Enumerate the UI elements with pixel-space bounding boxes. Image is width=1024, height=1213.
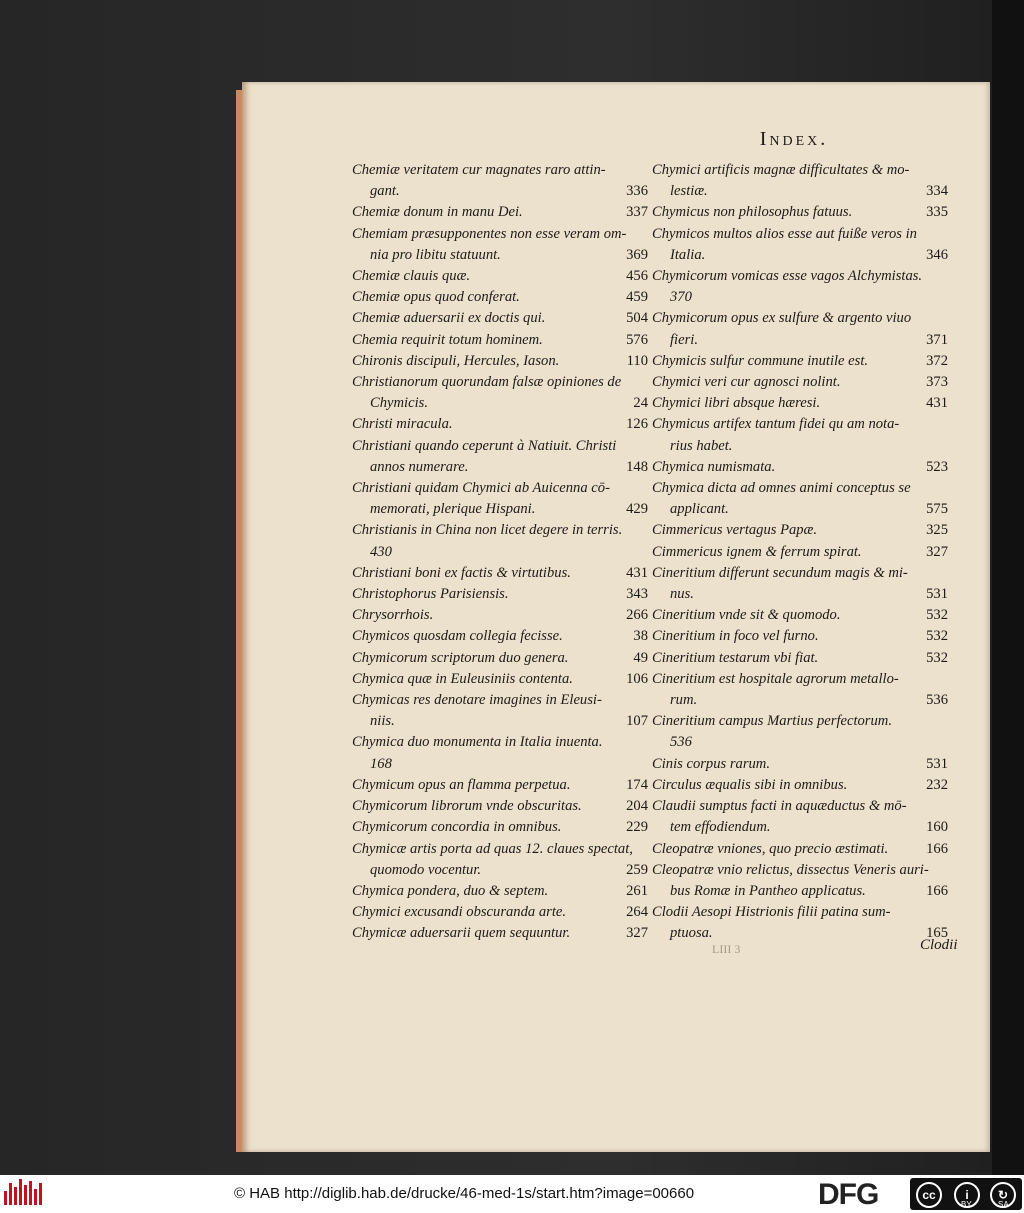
continuation-text: quomodo vocentur. xyxy=(370,861,482,878)
page-number: 504 xyxy=(626,310,648,327)
book-page xyxy=(242,82,990,1152)
continuation-text: annos numerare. xyxy=(370,458,469,475)
index-entry xyxy=(352,202,648,223)
page-number: 429 xyxy=(626,501,648,518)
index-entry xyxy=(652,202,948,223)
index-entry xyxy=(652,266,948,308)
index-entry xyxy=(352,478,648,520)
page-number: 431 xyxy=(926,395,948,412)
index-entry-text: Chymicorum librorum vnde obscuritas. xyxy=(352,798,582,815)
index-entry-text: Chymicorum vomicas esse vagos Alchymistas. xyxy=(652,268,923,285)
page-number: 110 xyxy=(626,352,648,369)
index-entry-continuation xyxy=(352,393,648,414)
index-entry-text: Cimmericus vertagus Papæ. xyxy=(652,522,817,539)
page-number: 369 xyxy=(626,246,648,263)
index-entry-text: Chymica duo monumenta in Italia inuenta. xyxy=(352,734,603,751)
index-entry-text: Cinis corpus rarum. xyxy=(652,755,770,772)
catchword: Clodii xyxy=(920,937,958,953)
continuation-text: Chymicis. xyxy=(370,395,428,412)
page-number: 576 xyxy=(626,331,648,348)
page-number: 232 xyxy=(926,776,948,793)
index-entry-continuation xyxy=(652,245,948,266)
index-entry xyxy=(352,881,648,902)
index-entry-text: Chymicæ artis porta ad quas 12. claues spectat, xyxy=(352,840,633,857)
index-entry-continuation xyxy=(652,584,948,605)
index-entry-continuation xyxy=(352,754,648,775)
page-number: 325 xyxy=(926,522,948,539)
page-number: 204 xyxy=(626,798,648,815)
index-entry-text: Chymicas res denotare imagines in Eleusi- xyxy=(352,692,602,709)
page-number: 107 xyxy=(626,713,648,730)
index-entry xyxy=(352,648,648,669)
index-entry-text: Chymicorum opus ex sulfure & argento viuo xyxy=(652,310,912,327)
index-entry-text: Chemiæ aduersarii ex doctis qui. xyxy=(352,310,546,327)
page-number: 264 xyxy=(626,904,648,921)
index-entry-text: Christiani boni ex factis & virtutibus. xyxy=(352,564,571,581)
index-entry xyxy=(652,775,948,796)
index-entry xyxy=(352,372,648,414)
index-entry xyxy=(352,224,648,266)
page-number: 532 xyxy=(926,628,948,645)
index-entry-text: Chymici excusandi obscuranda arte. xyxy=(352,904,567,921)
page-number: 336 xyxy=(626,183,648,200)
index-entry-continuation xyxy=(352,711,648,732)
page-number: 106 xyxy=(626,670,648,687)
cc-license-badge[interactable] xyxy=(910,1178,1022,1210)
page-number: 259 xyxy=(626,861,648,878)
continuation-text: applicant. xyxy=(670,501,729,518)
page-number: 334 xyxy=(926,183,948,200)
index-entry xyxy=(352,690,648,732)
index-entry xyxy=(652,457,948,478)
index-entry-text: Christophorus Parisiensis. xyxy=(352,586,509,603)
index-entry xyxy=(352,817,648,838)
index-entry xyxy=(652,669,948,711)
index-entry-text: Christianis in China non licet degere in terris. xyxy=(352,522,623,539)
index-entry xyxy=(652,711,948,753)
continuation-text: ptuosa. xyxy=(670,925,713,942)
index-entry-text: Chemiam præsupponentes non esse veram om- xyxy=(352,225,627,242)
next-page-edge xyxy=(992,0,1024,1175)
page-number: 531 xyxy=(926,586,948,603)
index-entry-continuation xyxy=(352,457,648,478)
index-entry-continuation xyxy=(652,287,948,308)
cc-icon: cc xyxy=(916,1182,942,1208)
index-entry xyxy=(352,351,648,372)
index-entry-text: Cimmericus ignem & ferrum spirat. xyxy=(652,543,862,560)
page-number: 327 xyxy=(626,925,648,942)
continuation-text: nus. xyxy=(670,586,694,603)
page-number: 24 xyxy=(633,395,648,412)
page-number: 346 xyxy=(926,246,948,263)
index-entry-text: Chymici veri cur agnosci nolint. xyxy=(652,374,841,391)
page-number: 523 xyxy=(926,458,948,475)
index-entry-text: Cleopatræ vniones, quo precio æstimati. xyxy=(652,840,889,857)
page-number: 575 xyxy=(926,501,948,518)
page-number: 38 xyxy=(633,628,648,645)
continuation-text: niis. xyxy=(370,713,395,730)
index-entry-text: Cineritium est hospitale agrorum metallo- xyxy=(652,670,899,687)
page-number: 343 xyxy=(626,586,648,603)
index-entry-continuation xyxy=(352,499,648,520)
page-number: 531 xyxy=(926,755,948,772)
index-entry-text: Chymica quæ in Eulеusiniis contenta. xyxy=(352,670,573,687)
continuation-text: fieri. xyxy=(670,331,698,348)
index-entry-text: Chymici libri absque hæresi. xyxy=(652,395,821,412)
index-entry-text: Chymicos multos alios esse aut fuiße veros in xyxy=(652,225,917,242)
index-entry-text: Chymicorum scriptorum duo genera. xyxy=(352,649,569,666)
index-entry xyxy=(652,308,948,350)
index-entry xyxy=(652,860,948,902)
index-entry xyxy=(352,330,648,351)
cc-sa-label: SA xyxy=(998,1200,1009,1209)
index-entry-text: Chymicæ aduersarii quem sequuntur. xyxy=(352,925,571,942)
index-entry-text: Cineritium vnde sit & quomodo. xyxy=(652,607,841,624)
index-entry-text: Chemiæ opus quod conferat. xyxy=(352,289,520,306)
index-entry xyxy=(352,160,648,202)
index-entry xyxy=(352,775,648,796)
index-entry-text: Chemiæ donum in manu Dei. xyxy=(352,204,523,221)
index-entry xyxy=(652,160,948,202)
page-number: 165 xyxy=(926,925,948,942)
page-number: 431 xyxy=(626,564,648,581)
index-entry xyxy=(652,414,948,456)
continuation-text: rius habet. xyxy=(670,437,733,454)
index-entry-text: Cineritium campus Martius perfectorum. xyxy=(652,713,892,730)
index-entry xyxy=(652,648,948,669)
index-entry xyxy=(352,669,648,690)
index-entry xyxy=(352,308,648,329)
index-entry-continuation xyxy=(652,817,948,838)
index-entry xyxy=(352,520,648,562)
index-entry xyxy=(652,520,948,541)
index-entry-text: Chymicus artifex tantum fidei qu am nota- xyxy=(652,416,900,433)
index-entry xyxy=(352,732,648,774)
page-number: 373 xyxy=(926,374,948,391)
index-entry xyxy=(652,626,948,647)
signature-mark: LIII 3 xyxy=(712,942,741,956)
page-number: 168 xyxy=(370,755,392,772)
continuation-text: lestiæ. xyxy=(670,183,708,200)
index-entry xyxy=(352,414,648,435)
index-entry-text: Chemiæ veritatem cur magnates raro attin- xyxy=(352,162,606,178)
by-person-icon: i xyxy=(954,1182,980,1208)
index-entry-text: Chemiæ clauis quæ. xyxy=(352,268,470,285)
index-entry-text: Cleopatræ vnio relictus, dissectus Veneris auri- xyxy=(652,861,929,878)
library-logo-icon xyxy=(4,1179,46,1209)
index-entry xyxy=(352,902,648,923)
index-entry-text: Claudii sumptus facti in aquæductus & mō- xyxy=(652,798,907,815)
index-entry-text: Christi miracula. xyxy=(352,416,453,433)
index-column-right xyxy=(652,160,948,945)
index-entry-continuation xyxy=(652,923,948,944)
page-number: 536 xyxy=(926,692,948,709)
page-number: 266 xyxy=(626,607,648,624)
continuation-text: tem effodiendum. xyxy=(670,819,771,836)
index-entry xyxy=(352,584,648,605)
index-entry xyxy=(652,393,948,414)
index-column-left xyxy=(352,160,648,945)
page-number: 327 xyxy=(926,543,948,560)
index-entry-continuation xyxy=(652,881,948,902)
index-entry-text: Chymicis sulfur commune inutile est. xyxy=(652,352,869,369)
index-entry xyxy=(652,351,948,372)
page-number: 174 xyxy=(626,776,648,793)
page-number: 536 xyxy=(670,734,692,751)
index-entry xyxy=(352,605,648,626)
index-entry-continuation xyxy=(352,245,648,266)
continuation-text: Italia. xyxy=(670,246,706,263)
page-number: 261 xyxy=(626,882,648,899)
cc-by-label: BY xyxy=(961,1200,972,1209)
index-entry xyxy=(652,902,948,944)
index-entry-continuation xyxy=(652,499,948,520)
index-entry xyxy=(652,563,948,605)
index-entry-text: Chironis discipuli, Hercules, Iason. xyxy=(352,352,560,369)
continuation-text: rum. xyxy=(670,692,698,709)
index-entry xyxy=(652,839,948,860)
continuation-text: bus Romæ in Pantheo applicatus. xyxy=(670,882,866,899)
index-entry-text: Clodii Aesopi Histrionis filii patina sum- xyxy=(652,904,891,921)
index-entry-text: Chymicum opus an flamma perpetua. xyxy=(352,776,571,793)
index-entry xyxy=(652,605,948,626)
index-entry-text: Chymici artificis magnæ difficultates & mo- xyxy=(652,162,910,178)
index-entry-continuation xyxy=(652,732,948,753)
continuation-text: memorati, plerique Hispani. xyxy=(370,501,536,518)
page-number: 372 xyxy=(926,352,948,369)
page-number: 459 xyxy=(626,289,648,306)
page-number: 166 xyxy=(926,840,948,857)
index-entry-text: Cineritium in foco vel furno. xyxy=(652,628,819,645)
index-entry-text: Chymicus non philosophus fatuus. xyxy=(652,204,853,221)
index-entry-continuation xyxy=(652,690,948,711)
page-number: 148 xyxy=(626,458,648,475)
index-entry xyxy=(652,796,948,838)
index-entry xyxy=(352,839,648,881)
index-entry xyxy=(352,436,648,478)
page-title: Index. xyxy=(759,128,829,150)
page-number: 49 xyxy=(633,649,648,666)
page-number: 126 xyxy=(626,416,648,433)
dfg-logo: DFG xyxy=(818,1178,879,1211)
sharealike-icon: ↻ xyxy=(990,1182,1016,1208)
continuation-text: nia pro libitu statuunt. xyxy=(370,246,501,263)
index-entry-continuation xyxy=(352,181,648,202)
index-entry-text: Christiani quando ceperunt à Natiuit. Christi xyxy=(352,437,617,454)
index-entry-text: Chymicos quosdam collegia fecisse. xyxy=(352,628,563,645)
index-entry xyxy=(352,796,648,817)
index-entry-text: Christiani quidam Chymici ab Auicenna cō- xyxy=(352,480,610,497)
page-number: 371 xyxy=(926,331,948,348)
copyright-link[interactable]: © HAB http://diglib.hab.de/drucke/46-med-1s/start.htm?image=00660 xyxy=(234,1185,695,1202)
index-entry xyxy=(652,754,948,775)
index-entry-continuation xyxy=(652,436,948,457)
continuation-text: gant. xyxy=(370,183,400,200)
index-entry-text: Cineritium testarum vbi fiat. xyxy=(652,649,819,666)
index-entry-continuation xyxy=(652,181,948,202)
index-entry-continuation xyxy=(352,542,648,563)
index-entry-text: Circulus æqualis sibi in omnibus. xyxy=(652,776,848,793)
viewer-footer xyxy=(0,1175,1024,1213)
index-entry-text: Chymicorum concordia in omnibus. xyxy=(352,819,562,836)
index-entry xyxy=(352,287,648,308)
index-entry-text: Chymica dicta ad omnes animi conceptus se xyxy=(652,480,911,497)
page-number: 229 xyxy=(626,819,648,836)
page-number: 160 xyxy=(926,819,948,836)
index-entry xyxy=(352,923,648,944)
index-entry xyxy=(652,478,948,520)
page-number: 337 xyxy=(626,204,648,221)
page-number: 430 xyxy=(370,543,392,560)
index-entry xyxy=(352,626,648,647)
page-number: 532 xyxy=(926,607,948,624)
index-entry xyxy=(652,542,948,563)
index-entry-text: Chymica numismata. xyxy=(652,458,776,475)
page-number: 456 xyxy=(626,268,648,285)
index-entry-text: Chemia requirit totum hominem. xyxy=(352,331,543,348)
index-entry xyxy=(652,224,948,266)
page-number: 335 xyxy=(926,204,948,221)
index-entry xyxy=(652,372,948,393)
index-entry-continuation xyxy=(652,330,948,351)
index-entry-text: Chrysorrhois. xyxy=(352,607,434,624)
index-entry-continuation xyxy=(352,860,648,881)
index-entry xyxy=(352,266,648,287)
page-number: 370 xyxy=(670,289,692,306)
index-entry-text: Christianorum quorundam falsæ opiniones de xyxy=(352,374,622,391)
index-entry xyxy=(352,563,648,584)
page-number: 532 xyxy=(926,649,948,666)
page-number: 166 xyxy=(926,882,948,899)
index-entry-text: Cineritium differunt secundum magis & mi- xyxy=(652,564,908,581)
index-entry-text: Chymica pondera, duo & septem. xyxy=(352,882,549,899)
